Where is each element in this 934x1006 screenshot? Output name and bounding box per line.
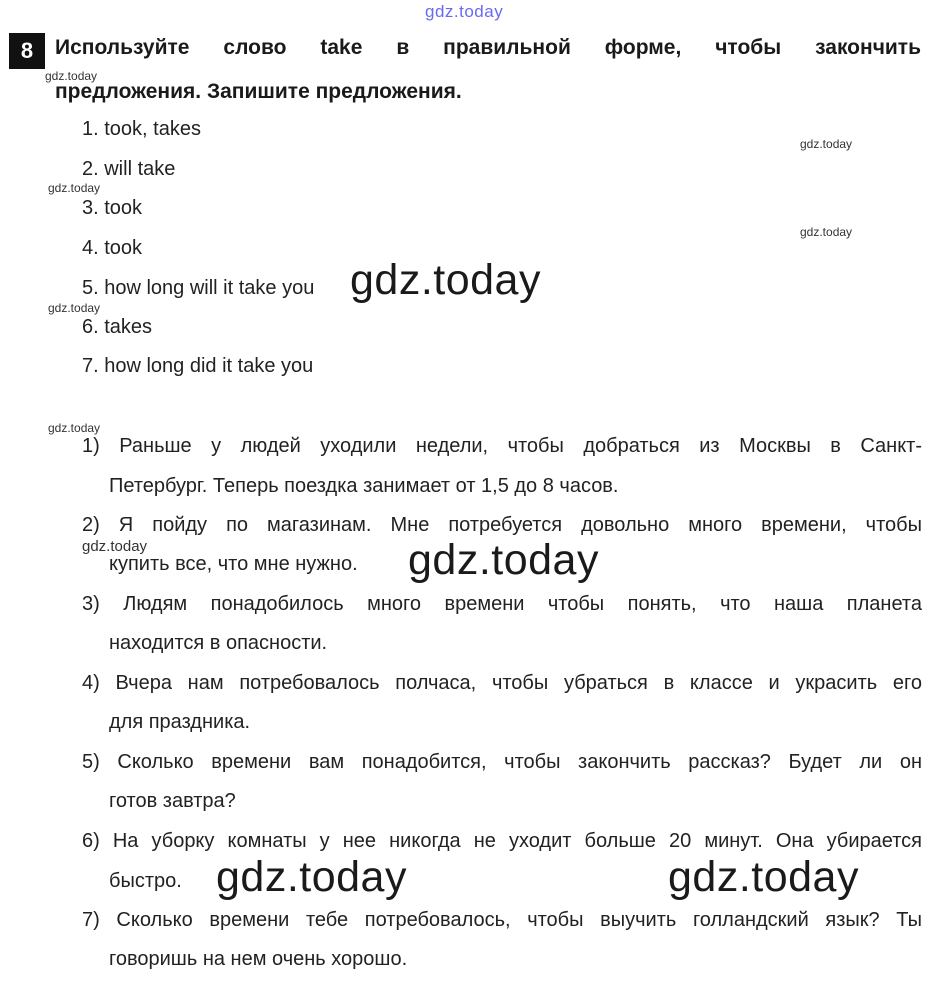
translation-3-line-2: находится в опасности. [109,632,328,654]
header-watermark: gdz.today [425,2,504,21]
large-watermark: gdz.today [350,256,541,304]
large-watermark: gdz.today [216,853,407,901]
translation-1-line-1: 1) Раньше у людей уходили недели, чтобы добраться из Москвы в Санкт- [82,435,922,457]
translation-4-line-1: 4) Вчера нам потребовалось полчаса, чтобы убраться в классе и украсить его [82,672,922,694]
small-watermark: gdz.today [48,181,101,195]
task-instruction-line-2: предложения. Запишите предложения. [55,80,462,103]
translation-4-line-2: для праздника. [109,711,251,733]
translation-5-line-1: 5) Сколько времени вам понадобится, чтобы закончить рассказ? Будет ли он [82,751,922,773]
translation-2-line-1: 2) Я пойду по магазинам. Мне потребуется довольно много времени, чтобы [82,514,922,536]
answer-item-4: 4. took [82,237,143,259]
task-number-badge: 8 [9,33,45,69]
translation-3-line-1: 3) Людям понадобилось много времени чтобы понять, что наша планета [82,593,922,615]
translation-6-line-1: 6) На уборку комнаты у нее никогда не уходит больше 20 минут. Она убирается [82,830,922,852]
answer-item-5: 5. how long will it take you [82,277,315,299]
translation-7-line-2: говоришь на нем очень хорошо. [109,948,408,970]
small-watermark: gdz.today [800,137,853,151]
translation-6-line-2: быстро. [109,870,182,892]
answer-item-3: 3. took [82,197,143,219]
answer-item-2: 2. will take [82,158,176,180]
small-watermark: gdz.today [800,225,853,239]
small-watermark: gdz.today [48,421,101,435]
answer-item-1: 1. took, takes [82,118,201,140]
translation-7-line-1: 7) Сколько времени тебе потребовалось, чтобы выучить голландский язык? Ты [82,909,922,931]
small-watermark: gdz.today [82,538,148,555]
translation-1-line-2: Петербург. Теперь поездка занимает от 1,5 до 8 часов. [109,475,619,497]
translation-5-line-2: готов завтра? [109,790,236,812]
answer-item-6: 6. takes [82,316,153,338]
translation-2-line-2: купить все, что мне нужно. [109,553,358,575]
answer-item-7: 7. how long did it take you [82,355,314,377]
task-instruction-line-1: Используйте слово take в правильной форме, чтобы закончить [55,36,921,59]
small-watermark: gdz.today [45,69,98,83]
large-watermark: gdz.today [408,536,599,584]
large-watermark: gdz.today [668,853,859,901]
small-watermark: gdz.today [48,301,101,315]
